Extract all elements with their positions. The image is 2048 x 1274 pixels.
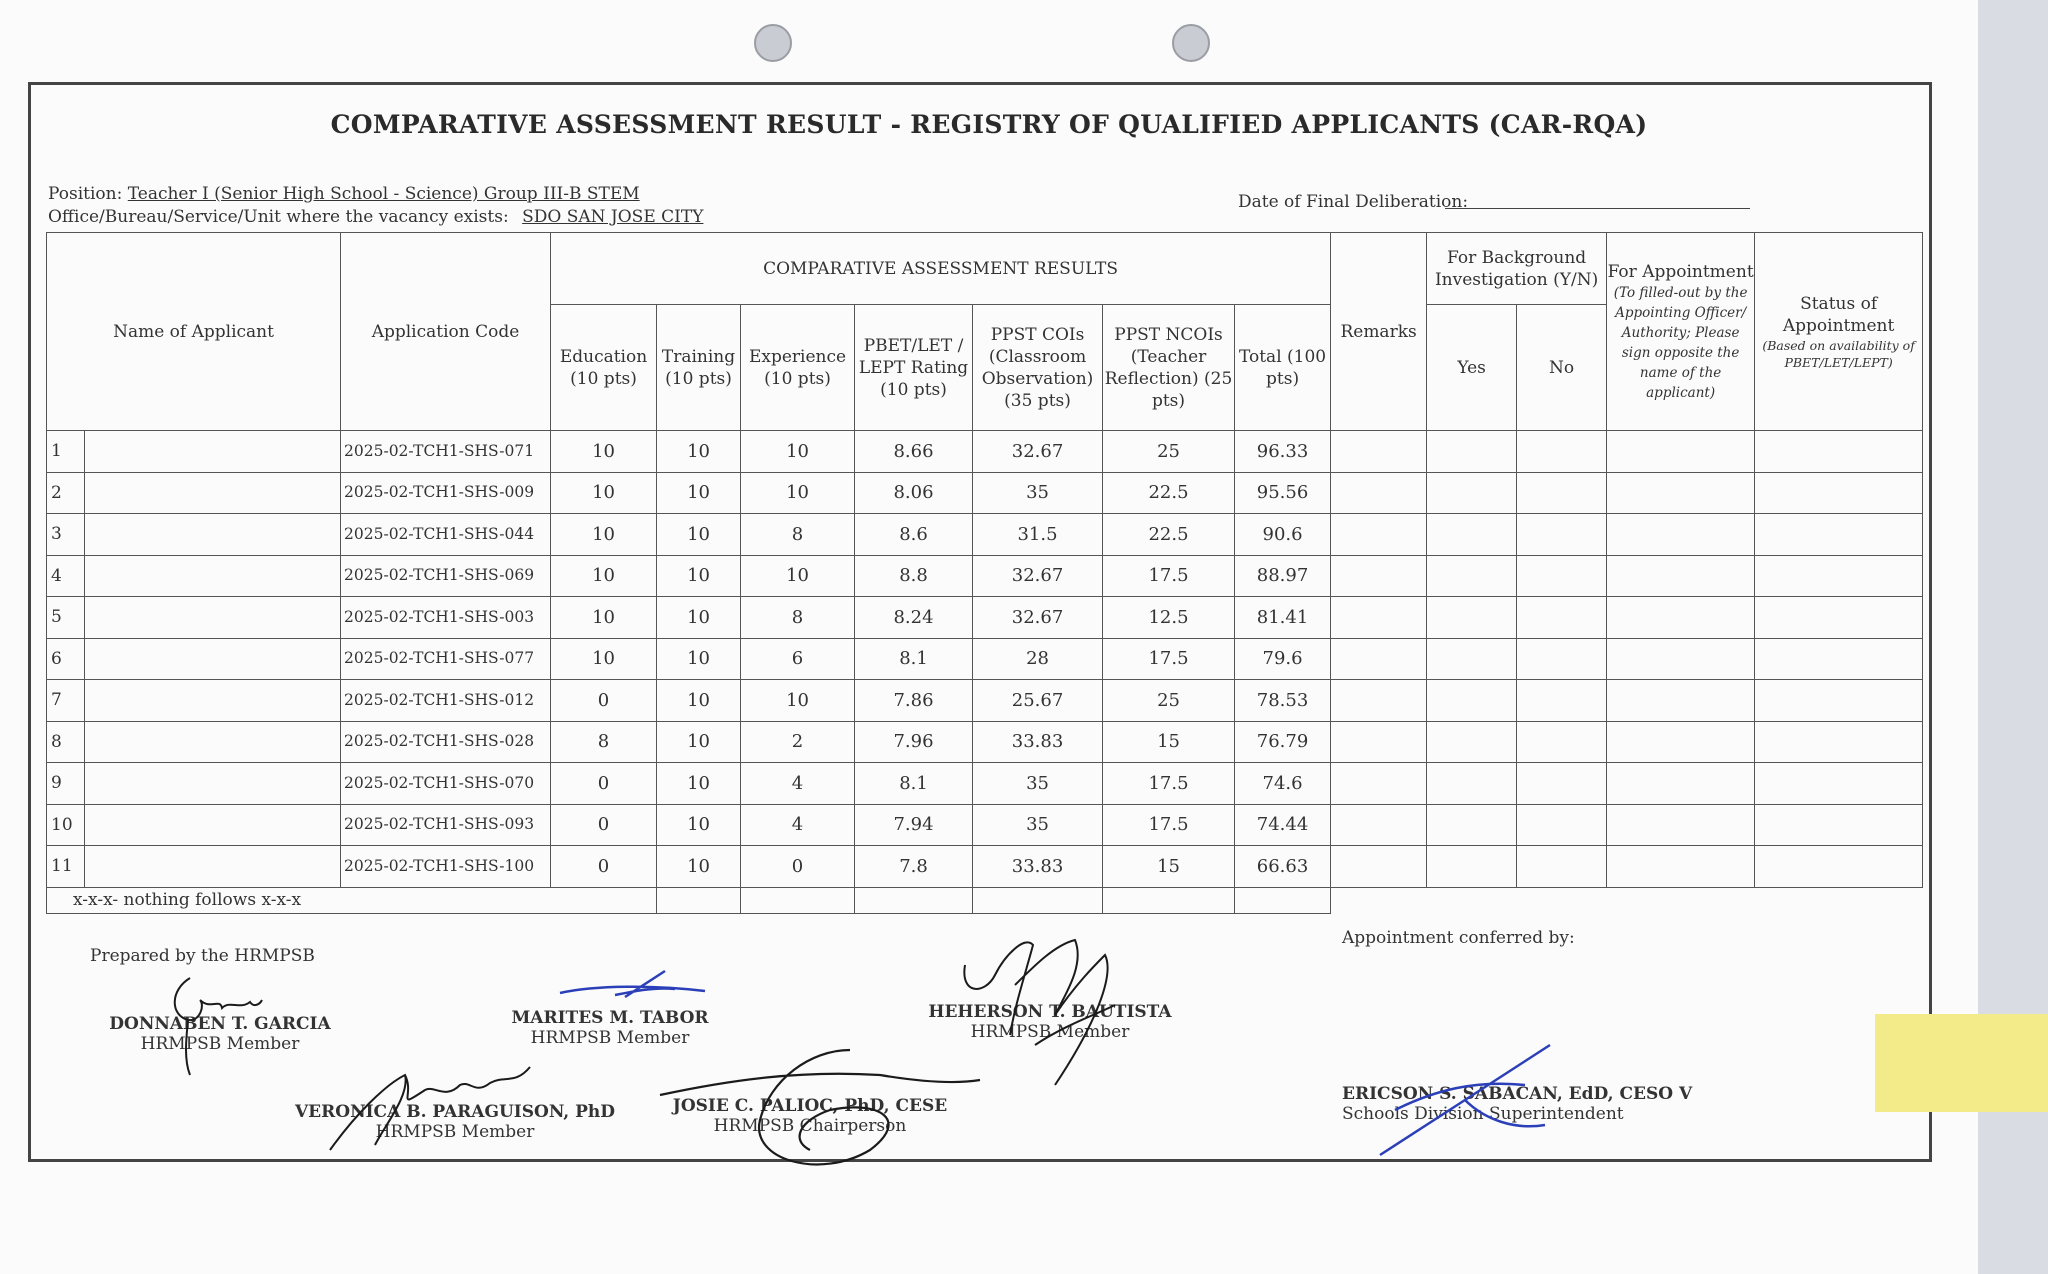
ncois-score: 17.5 xyxy=(1103,638,1235,680)
status-cell xyxy=(1755,514,1923,556)
application-code: 2025-02-TCH1-SHS-003 xyxy=(341,597,551,639)
experience-score: 10 xyxy=(741,472,855,514)
total-score: 74.6 xyxy=(1235,763,1331,805)
cois-score: 32.67 xyxy=(973,555,1103,597)
application-code: 2025-02-TCH1-SHS-071 xyxy=(341,431,551,473)
ncois-score: 17.5 xyxy=(1103,763,1235,805)
bi-no-cell xyxy=(1517,597,1607,639)
table-row xyxy=(47,763,1923,805)
header-remarks: Remarks xyxy=(1331,233,1427,431)
appointment-cell xyxy=(1607,846,1755,888)
signatory-name: HEHERSON T. BAUTISTA xyxy=(928,1002,1172,1022)
punch-hole xyxy=(1172,24,1210,62)
pbet-rating: 7.96 xyxy=(855,721,973,763)
application-code: 2025-02-TCH1-SHS-070 xyxy=(341,763,551,805)
total-score: 76.79 xyxy=(1235,721,1331,763)
cois-score: 35 xyxy=(973,763,1103,805)
pbet-rating: 8.1 xyxy=(855,638,973,680)
position-line xyxy=(48,184,640,204)
table-row xyxy=(47,597,1923,639)
office-value: SDO SAN JOSE CITY xyxy=(522,207,704,227)
ncois-score: 17.5 xyxy=(1103,555,1235,597)
total-score: 81.41 xyxy=(1235,597,1331,639)
appointment-cell xyxy=(1607,555,1755,597)
bi-yes-cell xyxy=(1427,514,1517,556)
cois-score: 35 xyxy=(973,472,1103,514)
status-cell xyxy=(1755,638,1923,680)
row-number: 3 xyxy=(47,514,85,556)
experience-score: 8 xyxy=(741,514,855,556)
applicant-name-cell xyxy=(85,721,341,763)
experience-score: 6 xyxy=(741,638,855,680)
application-code: 2025-02-TCH1-SHS-069 xyxy=(341,555,551,597)
table-row xyxy=(47,431,1923,473)
status-cell xyxy=(1755,555,1923,597)
header-status xyxy=(1755,233,1923,431)
applicant-name-cell xyxy=(85,555,341,597)
remarks-cell xyxy=(1331,721,1427,763)
application-code: 2025-02-TCH1-SHS-100 xyxy=(341,846,551,888)
row-number: 4 xyxy=(47,555,85,597)
bi-yes-cell xyxy=(1427,804,1517,846)
pbet-rating: 8.06 xyxy=(855,472,973,514)
cois-score: 33.83 xyxy=(973,846,1103,888)
ncois-score: 25 xyxy=(1103,680,1235,722)
pbet-rating: 8.1 xyxy=(855,763,973,805)
header-car: COMPARATIVE ASSESSMENT RESULTS xyxy=(551,233,1331,305)
remarks-cell xyxy=(1331,680,1427,722)
table-row xyxy=(47,804,1923,846)
row-number: 7 xyxy=(47,680,85,722)
row-number: 5 xyxy=(47,597,85,639)
application-code: 2025-02-TCH1-SHS-009 xyxy=(341,472,551,514)
header-total: Total (100 pts) xyxy=(1235,305,1331,431)
remarks-cell xyxy=(1331,638,1427,680)
header-training: Training (10 pts) xyxy=(657,305,741,431)
status-cell xyxy=(1755,763,1923,805)
ncois-score: 17.5 xyxy=(1103,804,1235,846)
application-code: 2025-02-TCH1-SHS-012 xyxy=(341,680,551,722)
status-cell xyxy=(1755,431,1923,473)
table-row xyxy=(47,472,1923,514)
experience-score: 10 xyxy=(741,680,855,722)
bi-yes-cell xyxy=(1427,638,1517,680)
applicant-name-cell xyxy=(85,472,341,514)
signature-palioc xyxy=(650,1040,990,1180)
header-ncois: PPST NCOIs (Teacher Reflection) (25 pts) xyxy=(1103,305,1235,431)
education-score: 0 xyxy=(551,804,657,846)
signatory-role: Schools Division Superintendent xyxy=(1342,1104,1624,1124)
appointment-cell xyxy=(1607,514,1755,556)
header-appointment-note: (To filled-out by the Appointing Officer/ Authority; Please sign opposite the name of the applicant) xyxy=(1613,284,1748,401)
bi-no-cell xyxy=(1517,846,1607,888)
ncois-score: 25 xyxy=(1103,431,1235,473)
appointment-cell xyxy=(1607,472,1755,514)
row-number: 10 xyxy=(47,804,85,846)
cois-score: 28 xyxy=(973,638,1103,680)
training-score: 10 xyxy=(657,846,741,888)
applicant-name-cell xyxy=(85,431,341,473)
training-score: 10 xyxy=(657,680,741,722)
row-number: 2 xyxy=(47,472,85,514)
training-score: 10 xyxy=(657,431,741,473)
experience-score: 10 xyxy=(741,555,855,597)
signatory-role: HRMPSB Member xyxy=(530,1028,690,1048)
bi-yes-cell xyxy=(1427,431,1517,473)
signatory-role: HRMPSB Member xyxy=(140,1034,300,1054)
bi-no-cell xyxy=(1517,431,1607,473)
cois-score: 35 xyxy=(973,804,1103,846)
training-score: 10 xyxy=(657,763,741,805)
ncois-score: 15 xyxy=(1103,846,1235,888)
signatory-name: DONNABEN T. GARCIA xyxy=(109,1014,331,1034)
assessment-table xyxy=(46,232,1923,914)
header-experience: Experience (10 pts) xyxy=(741,305,855,431)
education-score: 10 xyxy=(551,597,657,639)
nothing-follows-note: x-x-x- nothing follows x-x-x xyxy=(47,887,551,913)
remarks-cell xyxy=(1331,846,1427,888)
header-status-note: (Based on availability of PBET/LET/LEPT) xyxy=(1762,337,1915,370)
remarks-cell xyxy=(1331,597,1427,639)
row-number: 6 xyxy=(47,638,85,680)
bi-yes-cell xyxy=(1427,555,1517,597)
pbet-rating: 8.6 xyxy=(855,514,973,556)
header-education: Education (10 pts) xyxy=(551,305,657,431)
ncois-score: 12.5 xyxy=(1103,597,1235,639)
status-cell xyxy=(1755,597,1923,639)
bi-yes-cell xyxy=(1427,680,1517,722)
application-code: 2025-02-TCH1-SHS-028 xyxy=(341,721,551,763)
table-row xyxy=(47,638,1923,680)
header-no: No xyxy=(1517,305,1607,431)
remarks-cell xyxy=(1331,472,1427,514)
table-row xyxy=(47,555,1923,597)
remarks-cell xyxy=(1331,431,1427,473)
row-number: 9 xyxy=(47,763,85,805)
status-cell xyxy=(1755,680,1923,722)
position-value: Teacher I (Senior High School - Science) Group III-B STEM xyxy=(127,184,640,204)
header-appointment xyxy=(1607,233,1755,431)
document-title: COMPARATIVE ASSESSMENT RESULT - REGISTRY OF QUALIFIED APPLICANTS (CAR-RQA) xyxy=(330,110,1648,139)
header-status-label: Status of Appointment xyxy=(1782,293,1895,336)
education-score: 10 xyxy=(551,431,657,473)
applicant-name-cell xyxy=(85,763,341,805)
experience-score: 4 xyxy=(741,763,855,805)
appointment-cell xyxy=(1607,763,1755,805)
status-cell xyxy=(1755,846,1923,888)
pbet-rating: 7.86 xyxy=(855,680,973,722)
application-code: 2025-02-TCH1-SHS-077 xyxy=(341,638,551,680)
table-row xyxy=(47,514,1923,556)
appointment-cell xyxy=(1607,804,1755,846)
punch-hole xyxy=(754,24,792,62)
row-number: 1 xyxy=(47,431,85,473)
bi-no-cell xyxy=(1517,638,1607,680)
bi-no-cell xyxy=(1517,763,1607,805)
header-name: Name of Applicant xyxy=(47,233,341,431)
pbet-rating: 8.8 xyxy=(855,555,973,597)
signatory-role: HRMPSB Member xyxy=(970,1022,1130,1042)
header-yes: Yes xyxy=(1427,305,1517,431)
ncois-score: 15 xyxy=(1103,721,1235,763)
office-line xyxy=(48,207,723,227)
bi-yes-cell xyxy=(1427,721,1517,763)
cois-score: 25.67 xyxy=(973,680,1103,722)
remarks-cell xyxy=(1331,514,1427,556)
conferred-by-label: Appointment conferred by: xyxy=(1342,928,1575,948)
ncois-score: 22.5 xyxy=(1103,472,1235,514)
signatory-name: MARITES M. TABOR xyxy=(511,1008,709,1028)
pbet-rating: 7.8 xyxy=(855,846,973,888)
applicant-name-cell xyxy=(85,846,341,888)
education-score: 10 xyxy=(551,472,657,514)
bi-yes-cell xyxy=(1427,597,1517,639)
signatory-name: VERONICA B. PARAGUISON, PhD xyxy=(294,1102,616,1122)
application-code: 2025-02-TCH1-SHS-093 xyxy=(341,804,551,846)
pbet-rating: 7.94 xyxy=(855,804,973,846)
total-score: 88.97 xyxy=(1235,555,1331,597)
application-code: 2025-02-TCH1-SHS-044 xyxy=(341,514,551,556)
applicant-name-cell xyxy=(85,638,341,680)
office-label: Office/Bureau/Service/Unit where the vacancy exists: xyxy=(48,207,509,227)
table-row xyxy=(47,680,1923,722)
signatory-role: HRMPSB Member xyxy=(375,1122,535,1142)
bi-yes-cell xyxy=(1427,763,1517,805)
bi-yes-cell xyxy=(1427,472,1517,514)
total-score: 74.44 xyxy=(1235,804,1331,846)
signatory-name: JOSIE C. PALIOC, PhD, CESE xyxy=(672,1096,948,1116)
bi-no-cell xyxy=(1517,514,1607,556)
cois-score: 32.67 xyxy=(973,597,1103,639)
signatory-role: HRMPSB Chairperson xyxy=(713,1116,907,1136)
education-score: 0 xyxy=(551,680,657,722)
experience-score: 0 xyxy=(741,846,855,888)
appointment-cell xyxy=(1607,431,1755,473)
pbet-rating: 8.66 xyxy=(855,431,973,473)
training-score: 10 xyxy=(657,597,741,639)
row-number: 11 xyxy=(47,846,85,888)
cois-score: 32.67 xyxy=(973,431,1103,473)
bi-no-cell xyxy=(1517,721,1607,763)
signatory-name: ERICSON S. SABACAN, EdD, CESO V xyxy=(1342,1084,1693,1104)
date-line xyxy=(1238,192,1468,212)
footer-row xyxy=(47,887,1923,913)
total-score: 90.6 xyxy=(1235,514,1331,556)
position-label: Position: xyxy=(48,184,123,204)
ncois-score: 22.5 xyxy=(1103,514,1235,556)
education-score: 10 xyxy=(551,514,657,556)
status-cell xyxy=(1755,472,1923,514)
applicant-name-cell xyxy=(85,514,341,556)
signature-tabor xyxy=(555,965,715,1005)
applicant-name-cell xyxy=(85,804,341,846)
bi-no-cell xyxy=(1517,680,1607,722)
row-number: 8 xyxy=(47,721,85,763)
prepared-by-label: Prepared by the HRMPSB xyxy=(90,946,315,966)
training-score: 10 xyxy=(657,472,741,514)
appointment-cell xyxy=(1607,638,1755,680)
pbet-rating: 8.24 xyxy=(855,597,973,639)
bi-no-cell xyxy=(1517,804,1607,846)
header-code: Application Code xyxy=(341,233,551,431)
education-score: 8 xyxy=(551,721,657,763)
appointment-cell xyxy=(1607,597,1755,639)
table-row xyxy=(47,846,1923,888)
header-pbet: PBET/LET / LEPT Rating (10 pts) xyxy=(855,305,973,431)
total-score: 79.6 xyxy=(1235,638,1331,680)
applicant-name-cell xyxy=(85,597,341,639)
signature-sabacan xyxy=(1375,1040,1555,1160)
sticky-note xyxy=(1875,1014,2048,1112)
experience-score: 2 xyxy=(741,721,855,763)
applicant-name-cell xyxy=(85,680,341,722)
status-cell xyxy=(1755,721,1923,763)
remarks-cell xyxy=(1331,555,1427,597)
experience-score: 4 xyxy=(741,804,855,846)
training-score: 10 xyxy=(657,638,741,680)
signature-paraguison xyxy=(325,1055,535,1155)
total-score: 66.63 xyxy=(1235,846,1331,888)
experience-score: 10 xyxy=(741,431,855,473)
education-score: 0 xyxy=(551,763,657,805)
training-score: 10 xyxy=(657,514,741,556)
status-cell xyxy=(1755,804,1923,846)
cois-score: 33.83 xyxy=(973,721,1103,763)
experience-score: 8 xyxy=(741,597,855,639)
remarks-cell xyxy=(1331,804,1427,846)
date-underline xyxy=(1445,208,1750,209)
header-appointment-label: For Appointment xyxy=(1607,261,1754,282)
bi-no-cell xyxy=(1517,555,1607,597)
total-score: 96.33 xyxy=(1235,431,1331,473)
total-score: 95.56 xyxy=(1235,472,1331,514)
header-background: For Background Investigation (Y/N) xyxy=(1427,233,1607,305)
training-score: 10 xyxy=(657,804,741,846)
education-score: 0 xyxy=(551,846,657,888)
cois-score: 31.5 xyxy=(973,514,1103,556)
table-row xyxy=(47,721,1923,763)
total-score: 78.53 xyxy=(1235,680,1331,722)
remarks-cell xyxy=(1331,763,1427,805)
header-cois: PPST COIs (Classroom Observation) (35 pts) xyxy=(973,305,1103,431)
training-score: 10 xyxy=(657,721,741,763)
appointment-cell xyxy=(1607,680,1755,722)
signature-garcia xyxy=(150,970,270,1080)
date-label: Date of Final Deliberation: xyxy=(1238,192,1469,212)
education-score: 10 xyxy=(551,638,657,680)
bi-no-cell xyxy=(1517,472,1607,514)
appointment-cell xyxy=(1607,721,1755,763)
education-score: 10 xyxy=(551,555,657,597)
training-score: 10 xyxy=(657,555,741,597)
bi-yes-cell xyxy=(1427,846,1517,888)
